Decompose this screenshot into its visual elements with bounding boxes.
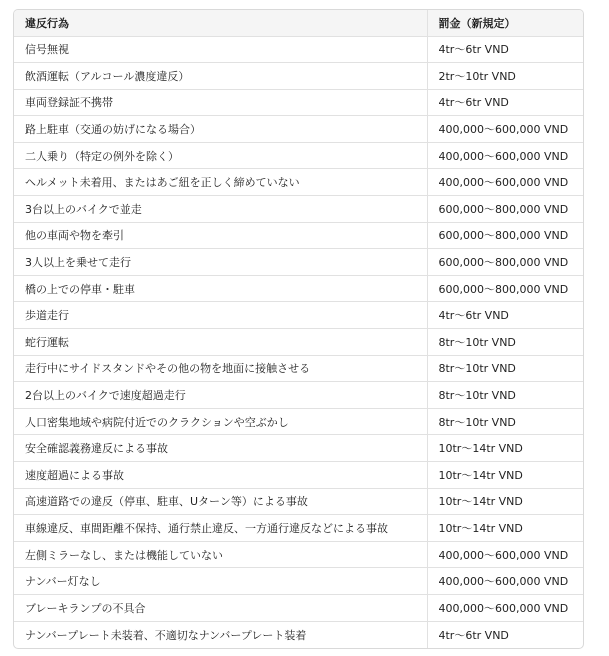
table-row xyxy=(14,329,583,356)
violation-cell: 飲酒運転（アルコール濃度違反） xyxy=(14,63,427,90)
violation-cell: 左側ミラーなし、または機能していない xyxy=(14,541,427,568)
violation-cell: 走行中にサイドスタンドやその他の物を地面に接触させる xyxy=(14,355,427,382)
fine-cell: 600,000〜800,000 VND xyxy=(427,249,583,276)
fine-cell: 400,000〜600,000 VND xyxy=(427,594,583,621)
violation-cell: 2台以上のバイクで速度超過走行 xyxy=(14,382,427,409)
violation-cell: 二人乗り（特定の例外を除く） xyxy=(14,142,427,169)
table-row xyxy=(14,116,583,143)
fine-cell: 600,000〜800,000 VND xyxy=(427,275,583,302)
violation-cell: ナンバー灯なし xyxy=(14,568,427,595)
column-header-fine: 罰金（新規定） xyxy=(427,10,583,36)
violation-cell: 3台以上のバイクで並走 xyxy=(14,196,427,223)
table-row xyxy=(14,515,583,542)
fine-cell: 8tr〜10tr VND xyxy=(427,329,583,356)
violation-cell: ブレーキランプの不具合 xyxy=(14,594,427,621)
table-row xyxy=(14,302,583,329)
table-row xyxy=(14,594,583,621)
table-row xyxy=(14,275,583,302)
fine-cell: 400,000〜600,000 VND xyxy=(427,116,583,143)
table-row xyxy=(14,541,583,568)
fine-cell: 8tr〜10tr VND xyxy=(427,382,583,409)
table-row xyxy=(14,488,583,515)
violation-cell: 歩道走行 xyxy=(14,302,427,329)
violation-cell: 3人以上を乗せて走行 xyxy=(14,249,427,276)
violation-cell: 他の車両や物を牽引 xyxy=(14,222,427,249)
fine-cell: 8tr〜10tr VND xyxy=(427,355,583,382)
column-header-violation: 違反行為 xyxy=(14,10,427,36)
violation-cell: 車線違反、車間距離不保持、通行禁止違反、一方通行違反などによる事故 xyxy=(14,515,427,542)
table-row xyxy=(14,621,583,648)
table-row xyxy=(14,169,583,196)
fine-cell: 4tr〜6tr VND xyxy=(427,621,583,648)
fines-table xyxy=(14,10,583,648)
fine-cell: 2tr〜10tr VND xyxy=(427,63,583,90)
fine-cell: 10tr〜14tr VND xyxy=(427,488,583,515)
fine-cell: 400,000〜600,000 VND xyxy=(427,169,583,196)
violation-cell: 蛇行運転 xyxy=(14,329,427,356)
table-row xyxy=(14,142,583,169)
table-row xyxy=(14,249,583,276)
violation-cell: 安全確認義務違反による事故 xyxy=(14,435,427,462)
fine-cell: 4tr〜6tr VND xyxy=(427,302,583,329)
violation-cell: 速度超過による事故 xyxy=(14,462,427,489)
table-body xyxy=(14,36,583,648)
fine-cell: 400,000〜600,000 VND xyxy=(427,568,583,595)
violation-cell: ナンバープレート未装着、不適切なナンバープレート装着 xyxy=(25,628,307,642)
table-row xyxy=(14,462,583,489)
fines-table-container xyxy=(13,9,584,649)
fine-cell: 400,000〜600,000 VND xyxy=(427,142,583,169)
violation-cell: 車両登録証不携帯 xyxy=(14,89,427,116)
fine-cell: 600,000〜800,000 VND xyxy=(427,196,583,223)
table-header-row xyxy=(14,10,583,36)
fine-cell: 10tr〜14tr VND xyxy=(427,462,583,489)
table-row xyxy=(14,435,583,462)
violation-cell: 信号無視 xyxy=(14,36,427,63)
fine-cell: 10tr〜14tr VND xyxy=(427,515,583,542)
violation-cell: 橋の上での停車・駐車 xyxy=(14,275,427,302)
fine-cell: 400,000〜600,000 VND xyxy=(427,541,583,568)
table-row xyxy=(14,222,583,249)
violation-cell: 高速道路での違反（停車、駐車、Uターン等）による事故 xyxy=(14,488,427,515)
fine-cell: 8tr〜10tr VND xyxy=(427,408,583,435)
table-row xyxy=(14,36,583,63)
table-row xyxy=(14,89,583,116)
violation-cell: ヘルメット未着用、またはあご紐を正しく締めていない xyxy=(14,169,427,196)
fine-cell: 4tr〜6tr VND xyxy=(427,36,583,63)
table-row xyxy=(14,63,583,90)
table-row xyxy=(14,355,583,382)
violation-cell: 路上駐車（交通の妨げになる場合） xyxy=(14,116,427,143)
table-row xyxy=(14,568,583,595)
fine-cell: 10tr〜14tr VND xyxy=(427,435,583,462)
table-row xyxy=(14,196,583,223)
fine-cell: 600,000〜800,000 VND xyxy=(427,222,583,249)
violation-cell: 人口密集地域や病院付近でのクラクションや空ぶかし xyxy=(14,408,427,435)
table-row xyxy=(14,382,583,409)
table-row xyxy=(14,408,583,435)
fine-cell: 4tr〜6tr VND xyxy=(427,89,583,116)
